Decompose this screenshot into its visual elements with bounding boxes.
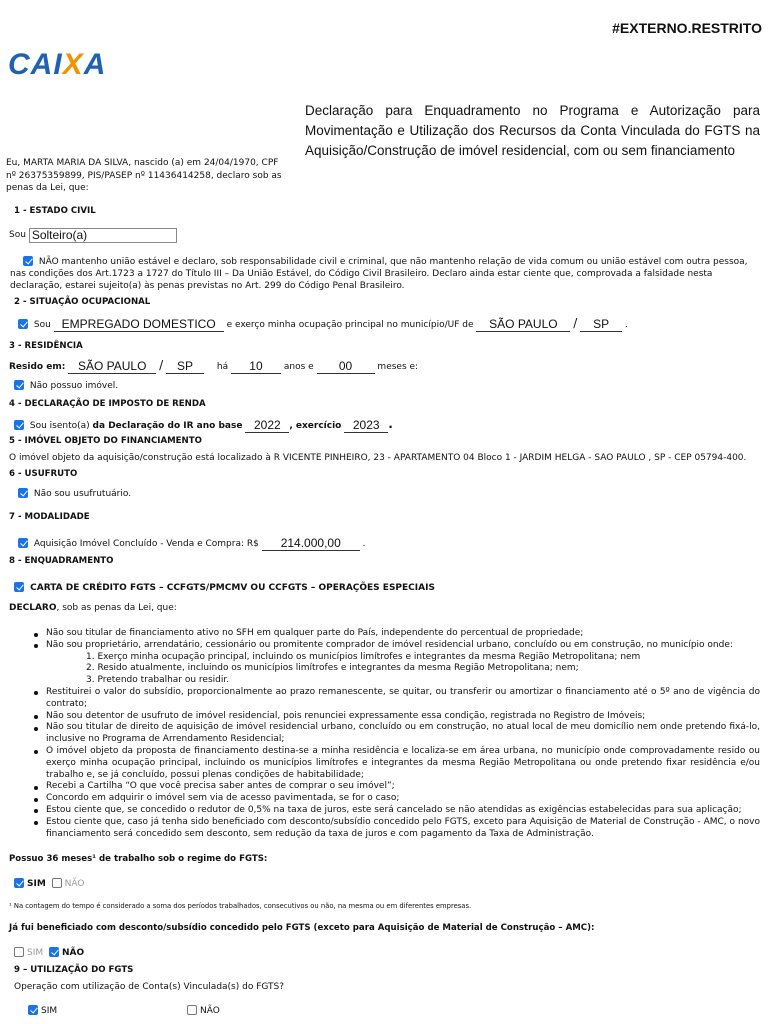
modality-checkbox[interactable] <box>18 538 28 548</box>
work-city-field[interactable]: SÃO PAULO <box>476 318 570 332</box>
section-6-heading: 6 - USUFRUTO <box>9 469 78 479</box>
list-item: Estou ciente que, se concedido o redutor de 0,5% na taxa de juros, este será cancelado se não atendidas as exigências estabelecidas para sua aplicação; <box>34 805 760 817</box>
sub-list-item: 1. Exerço minha ocupação principal, incluindo os municípios limítrofes e integrantes da mesma Região Metropolitana; nem <box>86 651 641 662</box>
benefit-yes-checkbox[interactable] <box>14 947 24 957</box>
list-item: Recebi a Cartilha “O que você precisa saber antes de comprar o seu imóvel”; <box>34 781 760 793</box>
fgts-36-months-no-checkbox[interactable] <box>52 878 62 888</box>
footnote: ¹ Na contagem do tempo é considerado a soma dos períodos trabalhados, consecutivos ou não, na mesma ou em diferentes empresas. <box>9 902 472 910</box>
section-4-heading: 4 - DECLARAÇÃO DE IMPOSTO DE RENDA <box>9 399 206 409</box>
benefit-question: Já fui beneficiado com desconto/subsídio concedido pelo FGTS (exceto para Aquisição de Material de Construção – AMC): <box>9 923 595 933</box>
fgts-usage-yes-checkbox[interactable] <box>28 1005 38 1015</box>
list-item: Estou ciente que, caso já tenha sido beneficiado com desconto/subsídio concedido pelo FGTS, exceto para Aquisição de Material de Construção - AMC, o novo financiamento será concedido sem desconto, sem redução da taxa de juros e com pagamento da Taxa de Administração. <box>34 817 760 841</box>
income-tax-row: Sou isento(a) da Declaração do IR ano base 2022 , exercício 2023 . <box>14 417 393 433</box>
no-property-row: Não possuo imóvel. <box>14 380 118 391</box>
document-title: Declaração para Enquadramento no Programa e Autorização para Movimentação e Utilização dos Recursos da Conta Vinculada do FGTS na Aquisição/Construção de imóvel residencial, com ou sem financiamento <box>305 103 760 158</box>
marital-status-field[interactable]: Solteiro(a) <box>29 228 177 243</box>
benefit-options: SIM NÃO <box>14 947 84 958</box>
fgts-36-months-options: SIM NÃO <box>14 878 85 889</box>
work-uf-field[interactable]: SP <box>580 318 622 332</box>
caixa-logo: CAIXA <box>8 48 107 81</box>
occupation-field[interactable]: EMPREGADO DOMESTICO <box>54 318 224 332</box>
stable-union-checkbox[interactable] <box>23 256 33 266</box>
occupation-row: Sou EMPREGADO DOMESTICO e exerço minha ocupação principal no município/UF de SÃO PAULO / SP . <box>18 316 628 332</box>
sub-list <box>46 652 760 687</box>
residence-city-field[interactable]: SÃO PAULO <box>68 360 156 374</box>
stable-union-declaration: NÃO mantenho união estável e declaro, sob responsabilidade civil e criminal, que não mantenho relação de vida comum ou união estável com outra pessoa, nas condições dos Art.1723 a 1727 do Título III – Da União Estável, do Código Civil Brasileiro. Declaro ainda estar ciente que, comprovada a falsidade nesta declaração, estarei sujeito(a) às penas previstas no Art. 299 do Código Penal Brasileiro. <box>10 257 748 291</box>
usufruct-row: Não sou usufrutuário. <box>18 488 131 499</box>
tax-exempt-checkbox[interactable] <box>14 420 24 430</box>
list-item: O imóvel objeto da proposta de financiamento destina-se a minha residência e localiza-se em área urbana, no município onde comprovadamente resido ou exerço minha ocupação principal, incluindo os municípios limítrofes e integrantes da mesma Região Metropolitana ou onde pretendo fixar residência e/ou trabalho e, se já concluído, possui plenas condições de habitabilidade; <box>34 746 760 781</box>
declaration-list <box>34 628 760 840</box>
section-5-heading: 5 - IMÓVEL OBJETO DO FINANCIAMENTO <box>9 436 202 446</box>
sub-list-item: 3. Pretendo trabalhar ou residir. <box>86 675 230 686</box>
purchase-value-field[interactable]: 214.000,00 <box>262 537 360 551</box>
section-3-heading: 3 - RESIDÊNCIA <box>9 341 83 351</box>
fgts-usage-yes: SIM <box>28 1005 57 1016</box>
fgts-36-months-question: Possuo 36 meses¹ de trabalho sob o regime do FGTS: <box>9 854 268 864</box>
list-item: Não sou proprietário, arrendatário, cessionário ou promitente comprador de imóvel residencial urbano, concluído ou em construção, no município onde: 1. Exerço minha ocupação principal, incluindo os municípios limítrofes e integrantes da mesma Região Metropolitana; nem 2. Resido atualmente, incluindo os municípios limítrofes e integrantes da mesma Região Metropolitana; nem; 3. Pretendo trabalhar ou residir. <box>34 640 760 687</box>
property-address: O imóvel objeto da aquisição/construção está localizado à R VICENTE PINHEIRO, 23 - APARTAMENTO 04 Bloco 1 - JARDIM HELGA - SAO PAULO , SP - CEP 05794-400. <box>9 453 747 463</box>
tax-base-year-field[interactable]: 2022 <box>245 419 289 433</box>
fgts-usage-no-checkbox[interactable] <box>187 1005 197 1015</box>
not-usufructuary-checkbox[interactable] <box>18 488 28 498</box>
occupation-checkbox[interactable] <box>18 319 28 329</box>
declaro-line: DECLARO, sob as penas da Lei, que: <box>9 603 177 613</box>
residence-months-field[interactable]: 00 <box>317 360 375 374</box>
residence-uf-field[interactable]: SP <box>166 360 204 374</box>
credit-option-checkbox[interactable] <box>14 582 24 592</box>
no-property-checkbox[interactable] <box>14 380 24 390</box>
section-9-heading: 9 – UTILIZAÇÃO DO FGTS <box>14 965 134 975</box>
list-item: Restituirei o valor do subsídio, proporcionalmente ao prazo remanescente, se quitar, ou transferir ou amortizar o financiamento até o 5º ano de vigência do contrato; <box>34 687 760 711</box>
fgts-usage-no: NÃO <box>187 1005 220 1016</box>
residence-row: Resido em: SÃO PAULO / SP há 10 anos e 00 meses e: <box>9 358 419 373</box>
section-1-heading: 1 - ESTADO CIVIL <box>14 206 96 216</box>
list-item: Concordo em adquirir o imóvel sem via de acesso pavimentada, se for o caso; <box>34 793 760 805</box>
fgts-36-months-yes-checkbox[interactable] <box>14 878 24 888</box>
section-8-heading: 8 - ENQUADRAMENTO <box>9 556 114 566</box>
marital-status-row: Sou Solteiro(a) <box>9 228 177 243</box>
benefit-no-checkbox[interactable] <box>49 947 59 957</box>
residence-years-field[interactable]: 10 <box>231 360 281 374</box>
credit-option-row: CARTA DE CRÉDITO FGTS – CCFGTS/PMCMV OU CCFGTS – OPERAÇÕES ESPECIAIS <box>14 582 435 593</box>
list-item: Não sou titular de financiamento ativo no SFH em qualquer parte do País, independente do percentual de propriedade; <box>34 628 760 640</box>
list-item: Não sou titular de direito de aquisição de imóvel residencial urbano, concluído ou em construção, no atual local de meu domicílio nem onde pretendo fixá-lo, inclusive no Programa de Arrendamento Residencial; <box>34 722 760 746</box>
section-7-heading: 7 - MODALIDADE <box>9 512 90 522</box>
sub-list-item: 2. Resido atualmente, incluindo os municípios limítrofes e integrantes da mesma Região Metropolitana; nem; <box>86 663 579 674</box>
section-2-heading: 2 - SITUAÇÃO OCUPACIONAL <box>14 297 151 307</box>
intro-text: Eu, MARTA MARIA DA SILVA, nascido (a) em 24/04/1970, CPF nº 26375359899, PIS/PASEP nº 11436414258, declaro sob as penas da Lei, que: <box>6 158 282 193</box>
list-item: Não sou detentor de usufruto de imóvel residencial, pois renunciei expressamente essa condição, registrada no Registro de Imóveis; <box>34 711 760 723</box>
classification-label: #EXTERNO.RESTRITO <box>612 20 762 36</box>
fgts-usage-question: Operação com utilização de Conta(s) Vinculada(s) do FGTS? <box>14 982 285 992</box>
tax-exercise-year-field[interactable]: 2023 <box>344 419 388 433</box>
modality-row: Aquisição Imóvel Concluído - Venda e Compra: R$ 214.000,00 . <box>18 537 365 551</box>
